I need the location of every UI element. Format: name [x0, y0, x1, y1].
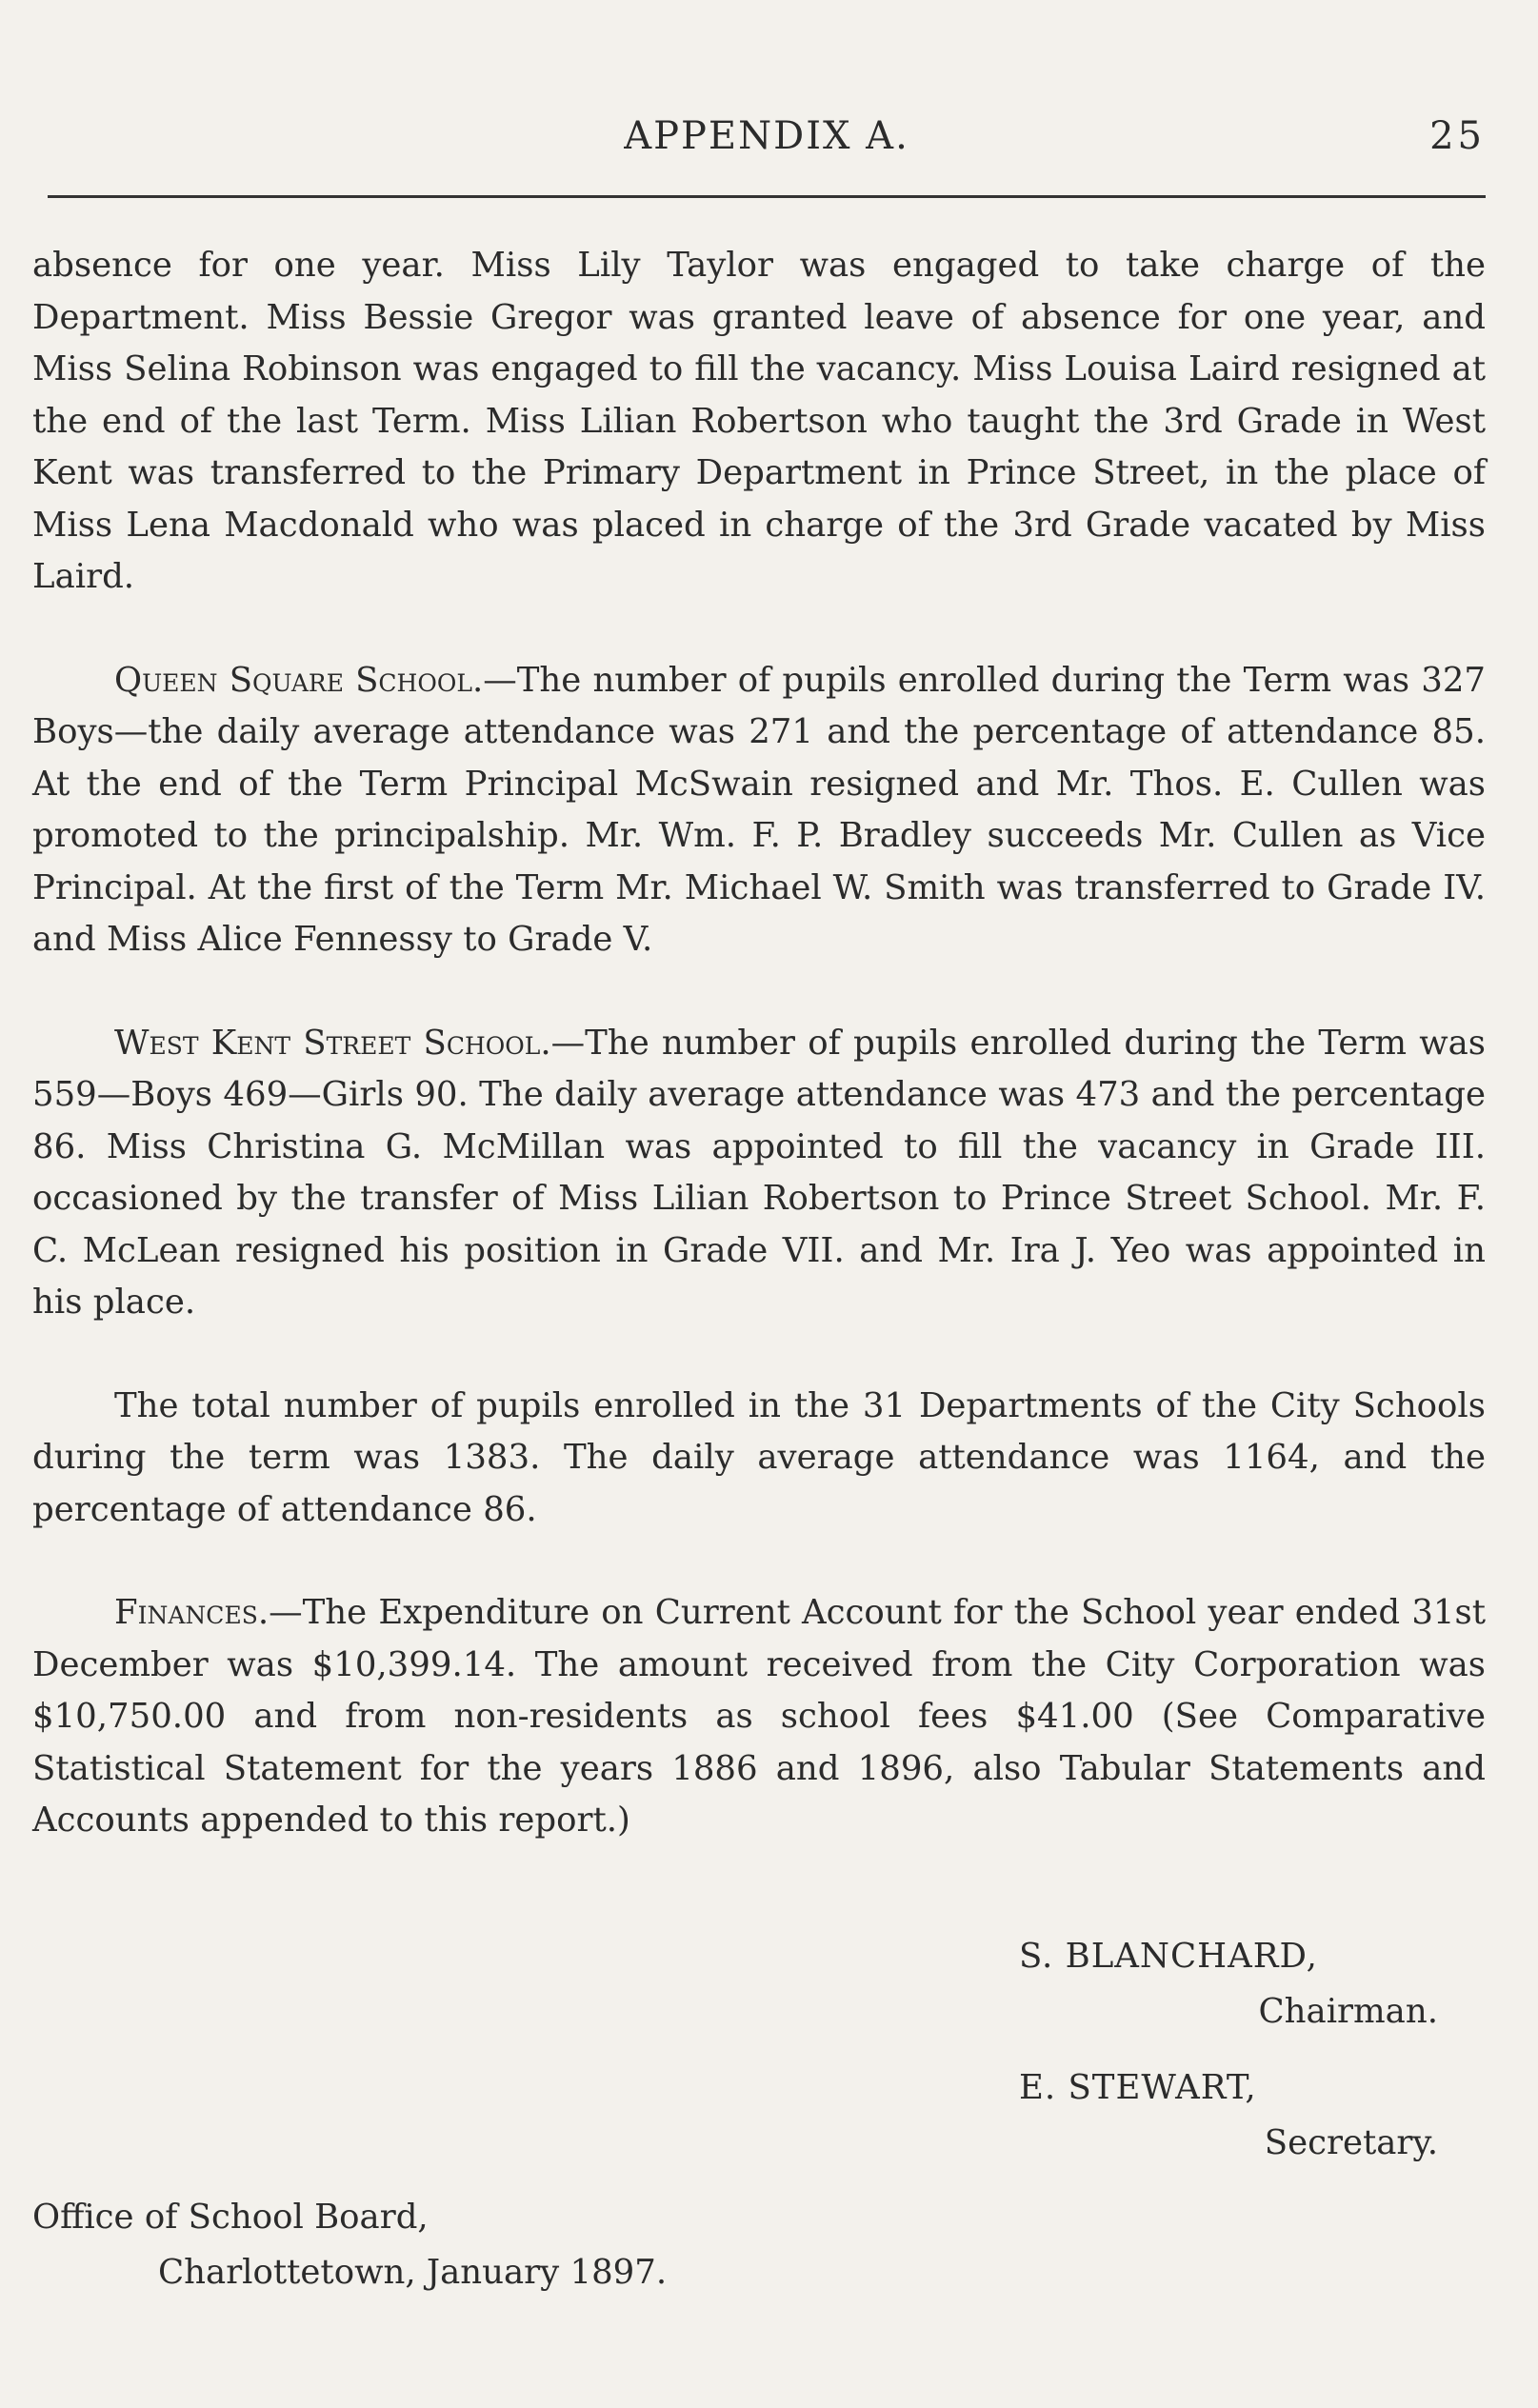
paragraph-text: —The number of pupils enrolled during the Term was 327 Boys—the daily average attendance was 271 and the percentage of attendance 85. At the end of the Term Principal McSwain resigned and Mr. Thos. E. Cullen was promoted to the principalship. Mr. Wm. F. P. Bradley succeeds Mr. Cullen as Vice Principal. At the first of the Term Mr. Michael W. Smith was transferred to Grade IV. and Miss Alice Fennessy to Grade V. — [32, 660, 1486, 959]
section-lead-west-kent: West Kent Street School. — [114, 1023, 551, 1063]
paragraph-queen-square-school — [32, 655, 1486, 966]
paragraph-west-kent-street-school — [32, 1018, 1486, 1329]
paragraph-continuation — [32, 240, 1486, 604]
section-lead-queen-square: Queen Square School. — [114, 660, 484, 700]
office-line-1: Office of School Board, — [32, 2198, 429, 2237]
section-lead-finances: Finances. — [114, 1593, 270, 1632]
page-number: 25 — [1429, 114, 1486, 158]
running-header — [48, 114, 1486, 171]
chairman-name: S. BLANCHARD, — [1019, 1937, 1318, 1976]
paragraph-text: —The Expenditure on Current Account for the School year ended 31st December was $10,399.14. The amount received from the City Corporation was $10,750.00 and from non-residents as school fees $41.00 (See Comparative Statistical Statement for the years 1886 and 1896, also Tabular Statements and Accounts appended to this report.) — [32, 1593, 1486, 1840]
secretary-name: E. STEWART, — [1019, 2068, 1257, 2107]
paragraph-text: —The number of pupils enrolled during the Term was 559—Boys 469—Girls 90. The daily average attendance was 473 and the percentage 86. Miss Christina G. McMillan was appointed to fill the vacancy in Grade III. occasioned by the transfer of Miss Lilian Robertson to Prince Street School. Mr. F. C. McLean resigned his position in Grade VII. and Mr. Ira J. Yeo was appointed in his place. — [32, 1023, 1486, 1322]
paragraph-finances — [32, 1587, 1486, 1847]
header-rule — [48, 195, 1486, 198]
paragraph-total-enrolment — [32, 1381, 1486, 1537]
office-line-2: Charlottetown, January 1897. — [158, 2253, 668, 2292]
body-text — [32, 240, 1486, 1899]
running-title: APPENDIX A. — [624, 114, 909, 158]
signature-block — [1019, 1929, 1495, 2192]
chairman-title: Chairman. — [1258, 1992, 1438, 2031]
paragraph-text: absence for one year. Miss Lily Taylor was engaged to take charge of the Department. Miss Bessie Gregor was granted leave of absence for one year, and Miss Selina Robinson was engaged to fill the vacancy. Miss Louisa Laird resigned at the end of the last Term. Miss Lilian Robertson who taught the 3rd Grade in West Kent was transferred to the Primary Department in Prince Street, in the place of Miss Lena Macdonald who was placed in charge of the 3rd Grade vacated by Miss Laird. — [32, 246, 1486, 596]
secretary-title: Secretary. — [1264, 2123, 1438, 2162]
office-address — [32, 2190, 667, 2300]
paragraph-text: The total number of pupils enrolled in the 31 Departments of the City Schools during the term was 1383. The daily average attendance was 1164, and the percentage of attendance 86. — [32, 1385, 1486, 1529]
